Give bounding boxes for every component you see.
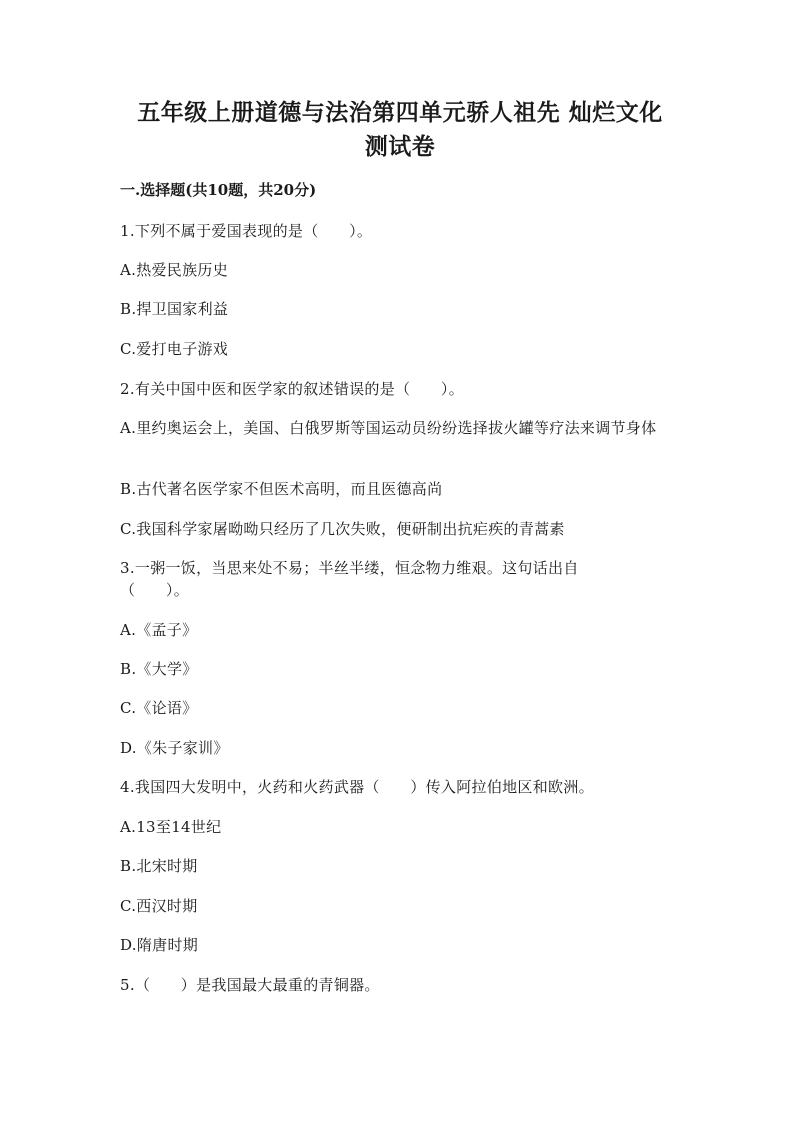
question-4-option-a: A.13至14世纪 (120, 818, 222, 836)
question-2-option-b: B.古代著名医学家不但医术高明，而且医德高尚 (120, 480, 443, 498)
question-4-option-b: B.北宋时期 (120, 857, 198, 875)
question-2-stem: 2.有关中国中医和医学家的叙述错误的是（ ）。 (120, 380, 465, 398)
question-5-stem: 5.（ ）是我国最大最重的青铜器。 (120, 976, 380, 994)
question-2-option-c: C.我国科学家屠呦呦只经历了几次失败，便研制出抗疟疾的青蒿素 (120, 520, 565, 538)
question-4-stem: 4.我国四大发明中，火药和火药武器（ ）传入阿拉伯地区和欧洲。 (120, 778, 594, 796)
question-3-option-b: B.《大学》 (120, 660, 198, 678)
question-3-option-d: D.《朱子家训》 (120, 739, 229, 757)
question-1-option-a: A.热爱民族历史 (120, 261, 229, 279)
question-3-option-c: C.《论语》 (120, 699, 198, 717)
question-1-option-b: B.捍卫国家利益 (120, 300, 229, 318)
title-line-2: 测试卷 (364, 133, 436, 160)
question-3-option-a: A.《孟子》 (120, 621, 198, 639)
question-1-option-c: C.爱打电子游戏 (120, 340, 229, 358)
title-line-1: 五年级上册道德与法治第四单元骄人祖先 灿烂文化 (137, 99, 663, 126)
question-3-stem: 3.一粥一饭，当思来处不易；半丝半缕，恒念物力维艰。这句话出自（ ）。 (120, 559, 579, 599)
question-4-option-c: C.西汉时期 (120, 897, 198, 915)
question-4-option-d: D.隋唐时期 (120, 936, 199, 954)
question-2-option-a: A.里约奥运会上，美国、白俄罗斯等国运动员纷纷选择拔火罐等疗法来调节身体 (120, 419, 657, 437)
question-1-stem: 1.下列不属于爱国表现的是（ ）。 (120, 222, 373, 240)
document-title (60, 96, 740, 164)
section-heading: 一.选择题(共10题，共20分) (120, 181, 317, 199)
